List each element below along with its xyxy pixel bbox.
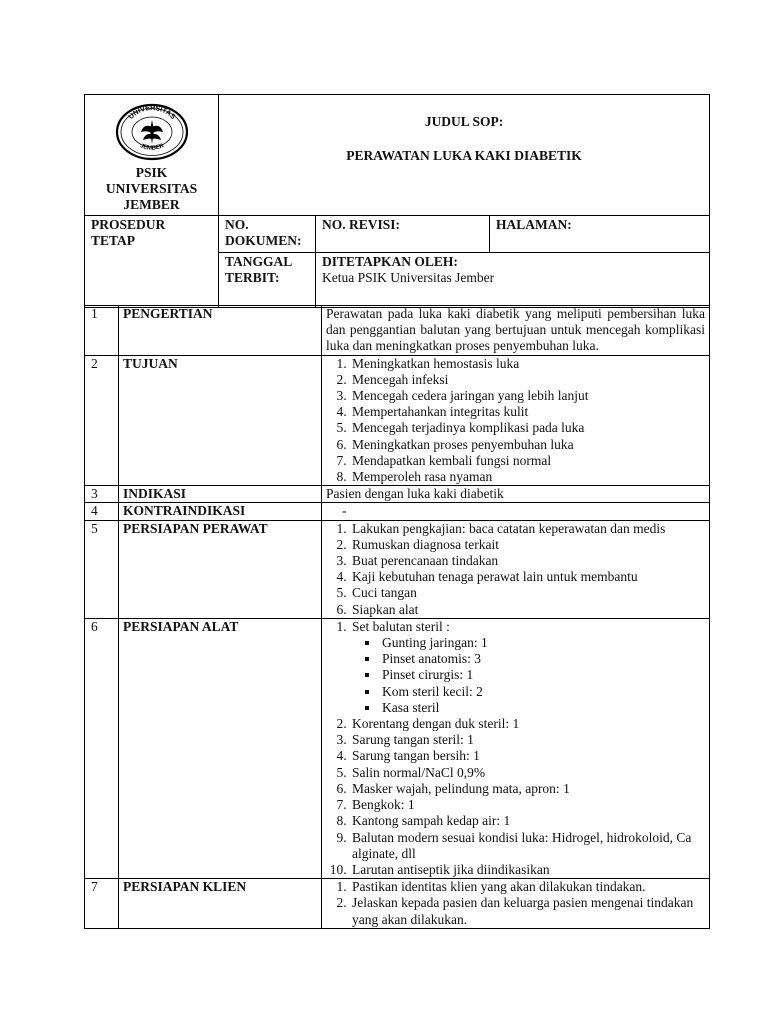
org-name-line1: PSIK	[135, 165, 168, 180]
list-item: 10. Larutan antiseptik jika diindikasikan	[350, 862, 705, 878]
list-item: 2. Jelaskan kepada pasien dan keluarga pasien mengenai tindakan yang akan dilakukan.	[350, 895, 705, 927]
org-name-line3: JEMBER	[123, 197, 180, 213]
section-number: 5	[85, 520, 119, 618]
section-title: KONTRAINDIKASI	[119, 503, 322, 520]
persiapan-perawat-cell	[322, 520, 710, 618]
sop-header-table	[84, 94, 710, 308]
list-item: 2. Rumuskan diagnosa terkait	[350, 537, 705, 553]
list-item: 9. Balutan modern sesuai kondisi luka: Hidrogel, hidrokoloid, Ca alginate, dll	[350, 830, 705, 862]
list-item: 1. Meningkatkan hemostasis luka	[350, 356, 705, 372]
section-title: PERSIAPAN PERAWAT	[119, 520, 322, 618]
prosedur-tetap-label: PROSEDUR TETAP	[85, 215, 219, 307]
list-item: 5. Cuci tangan	[350, 585, 705, 601]
section-row	[85, 503, 710, 520]
list-item: 3. Mencegah cedera jaringan yang lebih lanjut	[350, 388, 705, 404]
halaman-label: HALAMAN:	[490, 215, 710, 252]
title-cell	[219, 95, 710, 216]
sublist-item: ▪ Pinset cirurgis: 1	[380, 667, 705, 683]
section-title: PERSIAPAN ALAT	[119, 618, 322, 878]
section-title: PERSIAPAN KLIEN	[119, 879, 322, 929]
list-item: 3. Sarung tangan steril: 1	[350, 732, 705, 748]
persiapan-klien-cell	[322, 879, 710, 929]
pengertian-text: Perawatan pada luka kaki diabetik yang meliputi pembersihan luka dan penggantian balutan yang bertujuan untuk mencegah komplikasi luka dan meningkatkan proses penyembuhan luka.	[322, 306, 710, 356]
section-row	[85, 520, 710, 618]
list-item: 4. Kaji kebutuhan tenaga perawat lain untuk membantu	[350, 569, 705, 585]
list-item: 2. Korentang dengan duk steril: 1	[350, 716, 705, 732]
list-item: 3. Buat perencanaan tindakan	[350, 553, 705, 569]
list-item: 2. Mencegah infeksi	[350, 372, 705, 388]
section-number: 7	[85, 879, 119, 929]
list-item: 5. Salin normal/NaCl 0,9%	[350, 765, 705, 781]
tanggal-terbit-label: TANGGAL TERBIT:	[219, 252, 316, 307]
list-item-text: Set balutan steril :	[352, 618, 450, 634]
ditetapkan-label: DITETAPKAN OLEH:	[322, 253, 458, 269]
list-item: 6. Meningkatkan proses penyembuhan luka	[350, 437, 705, 453]
no-dokumen-label: NO. DOKUMEN:	[219, 215, 316, 252]
section-row	[85, 879, 710, 929]
sublist-item: ▪ Kasa steril	[380, 700, 705, 716]
list-item: 1. Pastikan identitas klien yang akan dilakukan tindakan.	[350, 879, 705, 895]
section-number: 4	[85, 503, 119, 520]
section-number: 3	[85, 486, 119, 503]
section-number: 2	[85, 355, 119, 486]
persiapan-perawat-list	[326, 521, 705, 618]
section-row	[85, 355, 710, 486]
list-item	[350, 619, 705, 716]
list-item: 6. Masker wajah, pelindung mata, apron: 1	[350, 781, 705, 797]
logo-ring-text-bottom: JEMBER	[138, 143, 165, 152]
list-item: 6. Siapkan alat	[350, 602, 705, 618]
kontraindikasi-text: -	[322, 503, 710, 520]
judul-label: JUDUL SOP:	[424, 114, 504, 129]
list-item: 7. Mendapatkan kembali fungsi normal	[350, 453, 705, 469]
section-row	[85, 618, 710, 878]
tujuan-list	[326, 356, 705, 486]
sublist-item: ▪ Kom steril kecil: 2	[380, 684, 705, 700]
list-item: 4. Mempertahankan integritas kulit	[350, 404, 705, 420]
persiapan-alat-list	[326, 619, 705, 878]
section-title: TUJUAN	[119, 355, 322, 486]
list-item: 4. Sarung tangan bersih: 1	[350, 748, 705, 764]
no-revisi-label: NO. REVISI:	[316, 215, 490, 252]
section-number: 1	[85, 306, 119, 356]
section-row	[85, 306, 710, 356]
section-row	[85, 486, 710, 503]
persiapan-klien-list	[326, 879, 705, 928]
sublist-item: ▪ Pinset anatomis: 3	[380, 651, 705, 667]
section-title: PENGERTIAN	[119, 306, 322, 356]
org-name-line2: UNIVERSITAS	[105, 181, 198, 197]
section-title: INDIKASI	[119, 486, 322, 503]
university-logo-icon	[115, 103, 189, 161]
ditetapkan-cell	[316, 252, 710, 307]
persiapan-alat-cell	[322, 618, 710, 878]
document-title: PERAWATAN LUKA KAKI DIABETIK	[346, 148, 582, 164]
list-item: 8. Memperoleh rasa nyaman	[350, 469, 705, 485]
sop-body-table	[84, 305, 710, 929]
set-balutan-sublist	[352, 635, 705, 716]
logo-ring-text-top: UNIVERSITAS	[127, 104, 176, 121]
list-item: 8. Kantong sampah kedap air: 1	[350, 813, 705, 829]
tujuan-list-cell	[322, 355, 710, 486]
logo-cell	[85, 95, 219, 216]
list-item: 7. Bengkok: 1	[350, 797, 705, 813]
indikasi-text: Pasien dengan luka kaki diabetik	[322, 486, 710, 503]
list-item: 5. Mencegah terjadinya komplikasi pada luka	[350, 420, 705, 436]
sublist-item: ▪ Gunting jaringan: 1	[380, 635, 705, 651]
ditetapkan-value: Ketua PSIK Universitas Jember	[322, 269, 495, 285]
list-item: 1. Lakukan pengkajian: baca catatan keperawatan dan medis	[350, 521, 705, 537]
section-number: 6	[85, 618, 119, 878]
